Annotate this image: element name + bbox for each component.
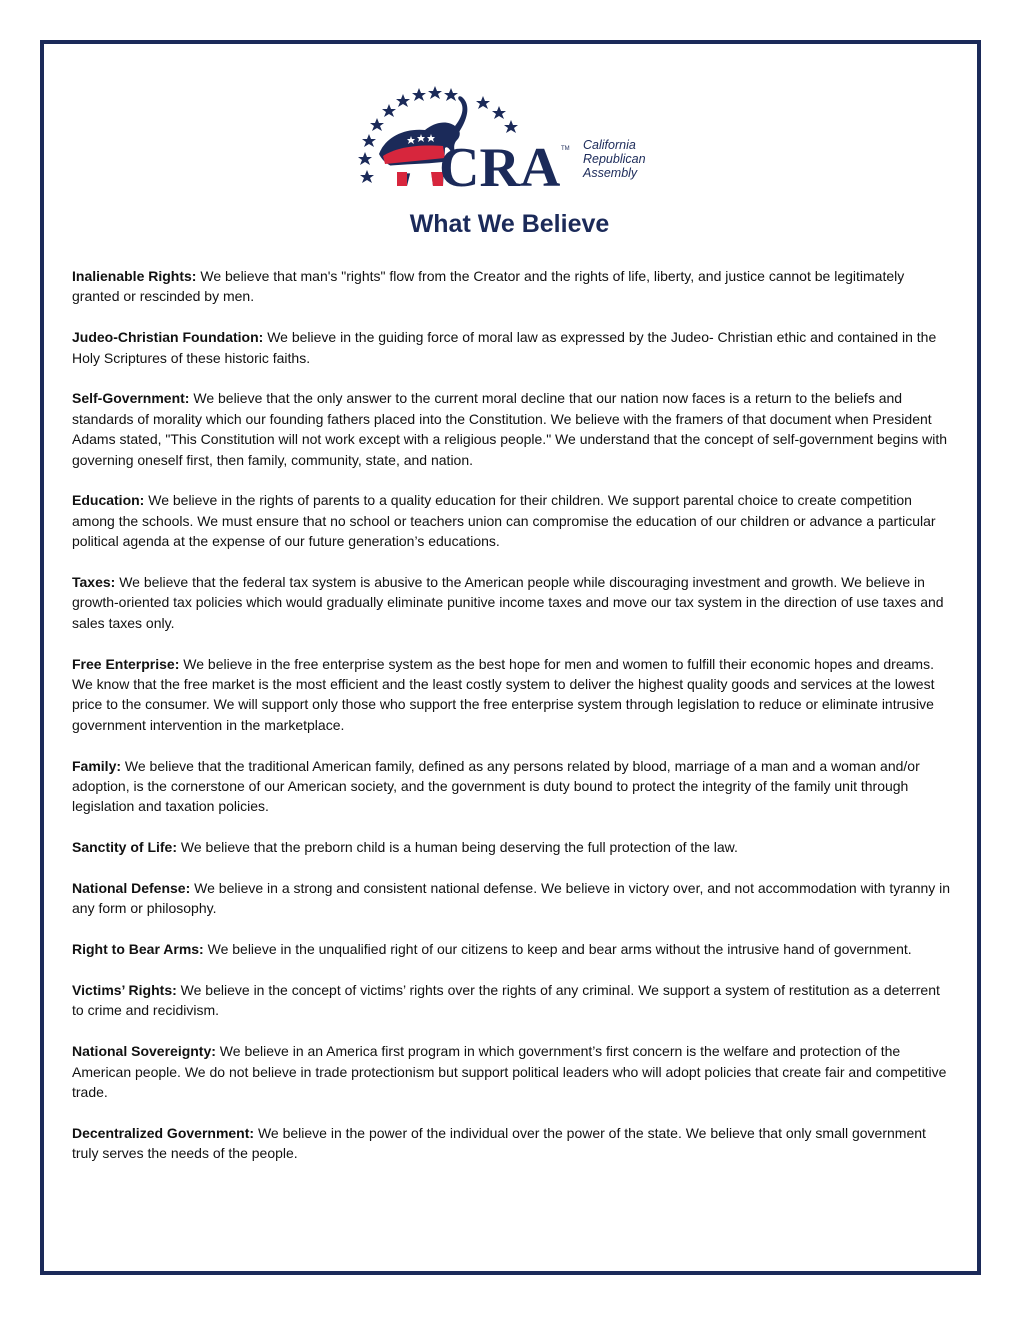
belief-paragraph [72,939,952,959]
belief-name: Self-Government: [72,390,190,407]
belief-text: We believe in the rights of parents to a quality education for their children. We support parental choice to create competition among the schools. We must ensure that no school or teachers union can compromise the education of our children or advance a particular political agenda at the expense of our future generation’s educations. [72,492,936,550]
belief-name: Taxes: [72,574,116,591]
belief-paragraph [72,490,952,551]
belief-paragraph [72,980,952,1021]
belief-paragraph [72,837,952,857]
belief-text: We believe in an America first program in which government’s first concern is the welfare and protection of the American people. We do not believe in trade protectionism but support political leaders who will adopt policies that create fair and competitive trade. [72,1043,947,1101]
belief-text: We believe that the traditional American family, defined as any persons related by blood, marriage of a man and a woman and/or adoption, is the cornerstone of our American society, and the government is duty bound to protect the integrity of the family unit through legislation and taxation policies. [72,757,920,815]
belief-text: We believe that the preborn child is a human being deserving the full protection of the law. [177,839,738,856]
belief-text: We believe in the unqualified right of our citizens to keep and bear arms without the intrusive hand of government. [203,941,912,958]
belief-name: Inalienable Rights: [72,268,197,284]
beliefs-list [72,266,952,1184]
belief-paragraph [72,1123,952,1164]
logo-tagline [583,138,683,180]
belief-text: We believe in the power of the individual over the power of the state. We believe that only small government truly serves the needs of the people. [72,1124,926,1162]
belief-name: Free Enterprise: [72,655,180,672]
page-title: What We Believe [409,210,610,238]
belief-text: We believe that the federal tax system is abusive to the American people while discouraging investment and growth. We believe in growth-oriented tax policies which would gradually eliminate punitive income taxes and move our tax system in the direction of use taxes and sales taxes only. [72,574,944,631]
belief-name: National Sovereignty: [72,1043,216,1060]
cra-wordmark: CRA [439,137,561,194]
belief-text: We believe in the guiding force of moral law as expressed by the Judeo- Christian ethic and contained in the Holy Scriptures of these historic faiths. [72,329,937,366]
belief-name: Right to Bear Arms: [72,941,204,958]
belief-name: Education: [72,492,145,509]
belief-text: We believe that the only answer to the current moral decline that our nation now faces is a return to the beliefs and standards of morality which our founding fathers placed into the Constitution. We believe with the framers of that document when President Adams stated, "This Constitution will not work except with a religious people." We understand that the concept of self-government begins with governing oneself first, then family, community, state, and nation. [72,390,948,468]
belief-text: We believe that man's "rights" flow from the Creator and the rights of life, liberty, and justice cannot be legitimately granted or rescinded by men. [72,268,905,305]
belief-paragraph [72,266,952,307]
belief-paragraph [72,327,952,368]
belief-paragraph [72,572,952,633]
belief-name: National Defense: [72,880,191,897]
belief-paragraph [72,654,952,736]
belief-paragraph [72,388,952,470]
belief-paragraph [72,1041,952,1102]
belief-paragraph [72,878,952,919]
tagline-line: California [583,138,636,152]
belief-name: Sanctity of Life: [72,839,178,856]
tagline-line: Assembly [583,166,638,180]
belief-name: Family: [72,757,122,774]
trademark-mark: TM [561,146,570,152]
belief-text: We believe in a strong and consistent national defense. We believe in victory over, and not accommodation with tyranny in any form or philosophy. [72,880,951,917]
cra-logo [355,86,665,194]
belief-name: Judeo-Christian Foundation: [72,329,264,346]
belief-name: Victims’ Rights: [72,982,177,999]
belief-text: We believe in the concept of victims’ rights over the rights of any criminal. We support a system of restitution as a deterrent to crime and recidivism. [72,982,940,1019]
tagline-line: Republican [583,152,646,166]
belief-paragraph [72,756,952,817]
belief-text: We believe in the free enterprise system as the best hope for men and women to fulfill their economic hopes and dreams. We know that the free market is the most efficient and the least costly system to deliver the highest quality goods and services at the lowest price to the consumer. We will support only those who support the free enterprise system through legislation to reduce or eliminate intrusive government intervention in the marketplace. [72,655,935,733]
belief-name: Decentralized Government: [72,1124,255,1141]
elephant-icon [355,86,575,194]
